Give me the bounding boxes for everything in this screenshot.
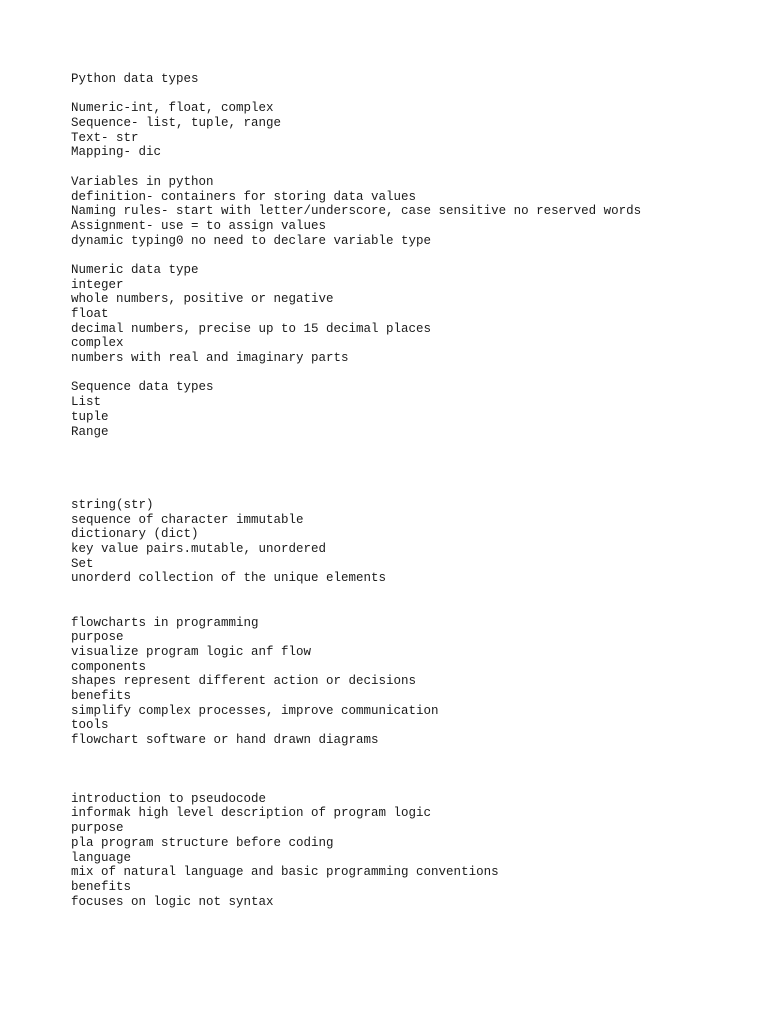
text-line: numbers with real and imaginary parts bbox=[71, 351, 349, 366]
text-line: string(str) bbox=[71, 497, 154, 512]
text-line: tools bbox=[71, 718, 109, 733]
text-line: Sequence- list, tuple, range bbox=[71, 116, 282, 131]
text-line: whole numbers, positive or negative bbox=[71, 292, 334, 307]
text-line: simplify complex processes, improve communication bbox=[71, 703, 439, 718]
text-line: flowcharts in programming bbox=[71, 615, 259, 630]
text-line: integer bbox=[71, 277, 124, 292]
text-line: complex bbox=[71, 336, 124, 351]
text-line: visualize program logic anf flow bbox=[71, 644, 312, 659]
text-line: mix of natural language and basic programming conventions bbox=[71, 865, 499, 880]
text-line: Numeric data type bbox=[71, 262, 199, 277]
text-line: Sequence data types bbox=[71, 380, 214, 395]
text-line: Variables in python bbox=[71, 174, 214, 189]
spacer bbox=[71, 366, 751, 381]
text-line: Numeric-int, float, complex bbox=[71, 101, 274, 116]
text-line: pla program structure before coding bbox=[71, 835, 334, 850]
text-line: dynamic typing0 no need to declare variable type bbox=[71, 233, 432, 248]
text-line: List bbox=[71, 395, 102, 410]
text-line: key value pairs.mutable, unordered bbox=[71, 542, 327, 557]
text-line: definition- containers for storing data values bbox=[71, 189, 417, 204]
text-line: purpose bbox=[71, 630, 124, 645]
text-line: sequence of character immutable bbox=[71, 512, 304, 527]
text-line: benefits bbox=[71, 879, 132, 894]
text-line: decimal numbers, precise up to 15 decimal places bbox=[71, 321, 432, 336]
text-line: introduction to pseudocode bbox=[71, 791, 267, 806]
text-line: components bbox=[71, 659, 147, 674]
text-line: dictionary (dict) bbox=[71, 527, 199, 542]
document-text bbox=[71, 72, 751, 909]
text-line: informak high level description of program logic bbox=[71, 806, 432, 821]
text-line: flowchart software or hand drawn diagrams bbox=[71, 733, 379, 747]
text-line: purpose bbox=[71, 821, 124, 836]
text-line: Naming rules- start with letter/underscore, case sensitive no reserved words bbox=[71, 204, 642, 219]
text-line: shapes represent different action or decisions bbox=[71, 674, 417, 689]
text-line: float bbox=[71, 307, 109, 321]
text-line: language bbox=[71, 850, 132, 865]
text-line: Assignment- use = to assign values bbox=[71, 218, 327, 233]
spacer bbox=[71, 160, 751, 175]
text-line: Range bbox=[71, 424, 109, 439]
spacer bbox=[71, 87, 751, 102]
spacer bbox=[71, 248, 751, 263]
spacer bbox=[71, 586, 751, 615]
spacer bbox=[71, 748, 751, 792]
text-line: benefits bbox=[71, 688, 132, 703]
text-line: Text- str bbox=[71, 130, 139, 145]
text-line: tuple bbox=[71, 409, 109, 424]
text-line: unorderd collection of the unique elements bbox=[71, 571, 387, 586]
text-line: Set bbox=[71, 556, 94, 571]
text-line: focuses on logic not syntax bbox=[71, 894, 274, 909]
spacer bbox=[71, 439, 751, 498]
text-line: Python data types bbox=[71, 72, 199, 86]
text-line: Mapping- dic bbox=[71, 145, 162, 160]
